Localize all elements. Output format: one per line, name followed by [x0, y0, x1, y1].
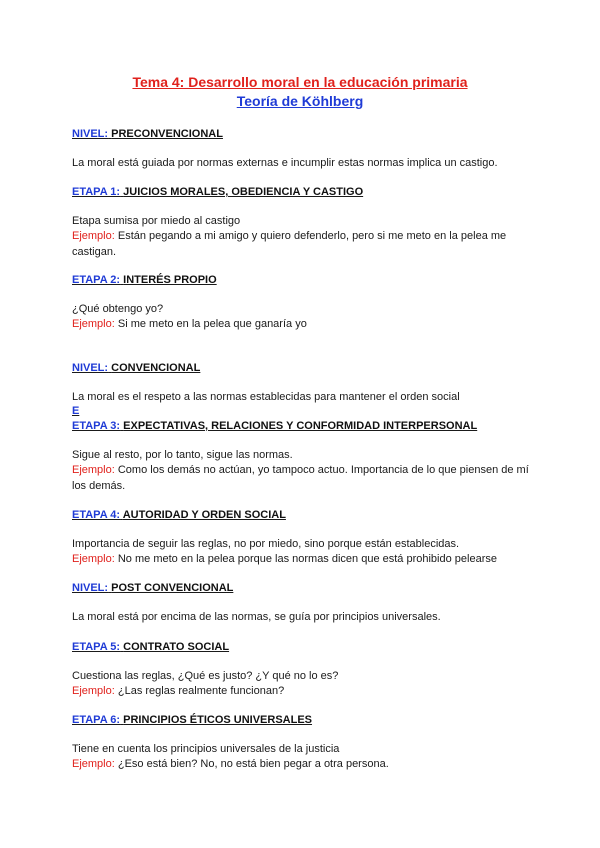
stray-letter: [72, 404, 532, 420]
level-label: NIVEL:: [72, 362, 109, 374]
stage-label: ETAPA 5:: [72, 641, 121, 653]
stage-example: [72, 684, 532, 700]
level-description: La moral está guiada por normas externas e incumplir estas normas implica un castigo.: [72, 157, 498, 169]
level-heading-conventional: [72, 361, 532, 377]
stage-example: [72, 463, 532, 494]
level-name: POST CONVENCIONAL: [111, 582, 234, 594]
stage-description: Importancia de seguir las reglas, no por miedo, sino porque están establecidas.: [72, 538, 460, 550]
example-label: Ejemplo:: [72, 318, 115, 330]
stage-example: [72, 317, 532, 333]
level-description: La moral está por encima de las normas, se guía por principios universales.: [72, 611, 441, 623]
stage-name: INTERÉS PROPIO: [123, 274, 217, 286]
stage-example: [72, 229, 532, 260]
stray-letter-text: E: [72, 405, 80, 417]
level-description: La moral es el respeto a las normas establecidas para mantener el orden social: [72, 391, 460, 403]
stage-heading-5: [72, 640, 532, 656]
stage-description: Etapa sumisa por miedo al castigo: [72, 215, 241, 227]
document-title: Tema 4: Desarrollo moral en la educación primaria: [132, 74, 468, 90]
stage-description: ¿Qué obtengo yo?: [72, 303, 164, 315]
level-label: NIVEL:: [72, 128, 109, 140]
stage-label: ETAPA 2:: [72, 274, 121, 286]
stage-label: ETAPA 3:: [72, 420, 121, 432]
example-label: Ejemplo:: [72, 685, 115, 697]
document-subtitle: Teoría de Köhlberg: [236, 93, 364, 109]
stage-heading-6: [72, 713, 532, 729]
stage-heading-2: [72, 273, 532, 289]
example-text: ¿Las reglas realmente funcionan?: [117, 685, 285, 697]
stage-name: AUTORIDAD Y ORDEN SOCIAL: [122, 509, 286, 521]
stage-label: ETAPA 4:: [72, 509, 121, 521]
level-heading-postconventional: [72, 581, 532, 597]
example-label: Ejemplo:: [72, 553, 115, 565]
stage-name: JUICIOS MORALES, OBEDIENCIA Y CASTIGO: [123, 186, 364, 198]
level-heading-preconventional: [72, 127, 532, 143]
example-text: Si me meto en la pelea que ganaría yo: [117, 318, 307, 330]
level-label: NIVEL:: [72, 582, 109, 594]
example-text: No me meto en la pelea porque las normas dicen que está prohibido pelearse: [117, 553, 497, 565]
example-label: Ejemplo:: [72, 464, 115, 476]
stage-description: Sigue al resto, por lo tanto, sigue las normas.: [72, 449, 293, 461]
stage-example: [72, 757, 532, 773]
stage-description: Tiene en cuenta los principios universales de la justicia: [72, 743, 340, 755]
stage-label: ETAPA 1:: [72, 186, 121, 198]
example-text: Como los demás no actúan, yo tampoco actuo. Importancia de lo que piensen de mí los demás.: [72, 464, 529, 492]
stage-heading-3: [72, 419, 532, 435]
stage-heading-1: [72, 185, 532, 201]
level-name: CONVENCIONAL: [111, 362, 201, 374]
stage-label: ETAPA 6:: [72, 714, 121, 726]
stage-name: PRINCIPIOS ÉTICOS UNIVERSALES: [123, 714, 313, 726]
stage-example: [72, 552, 532, 568]
stage-description: Cuestiona las reglas, ¿Qué es justo? ¿Y qué no lo es?: [72, 670, 339, 682]
stage-name: CONTRATO SOCIAL: [123, 641, 230, 653]
example-text: ¿Eso está bien? No, no está bien pegar a otra persona.: [117, 758, 389, 770]
stage-heading-4: [72, 508, 532, 524]
stage-name: EXPECTATIVAS, RELACIONES Y CONFORMIDAD INTERPERSONAL: [123, 420, 478, 432]
example-label: Ejemplo:: [72, 230, 115, 242]
level-name: PRECONVENCIONAL: [111, 128, 223, 140]
example-label: Ejemplo:: [72, 758, 115, 770]
example-text: Están pegando a mi amigo y quiero defenderlo, pero si me meto en la pelea me castigan.: [72, 230, 507, 258]
